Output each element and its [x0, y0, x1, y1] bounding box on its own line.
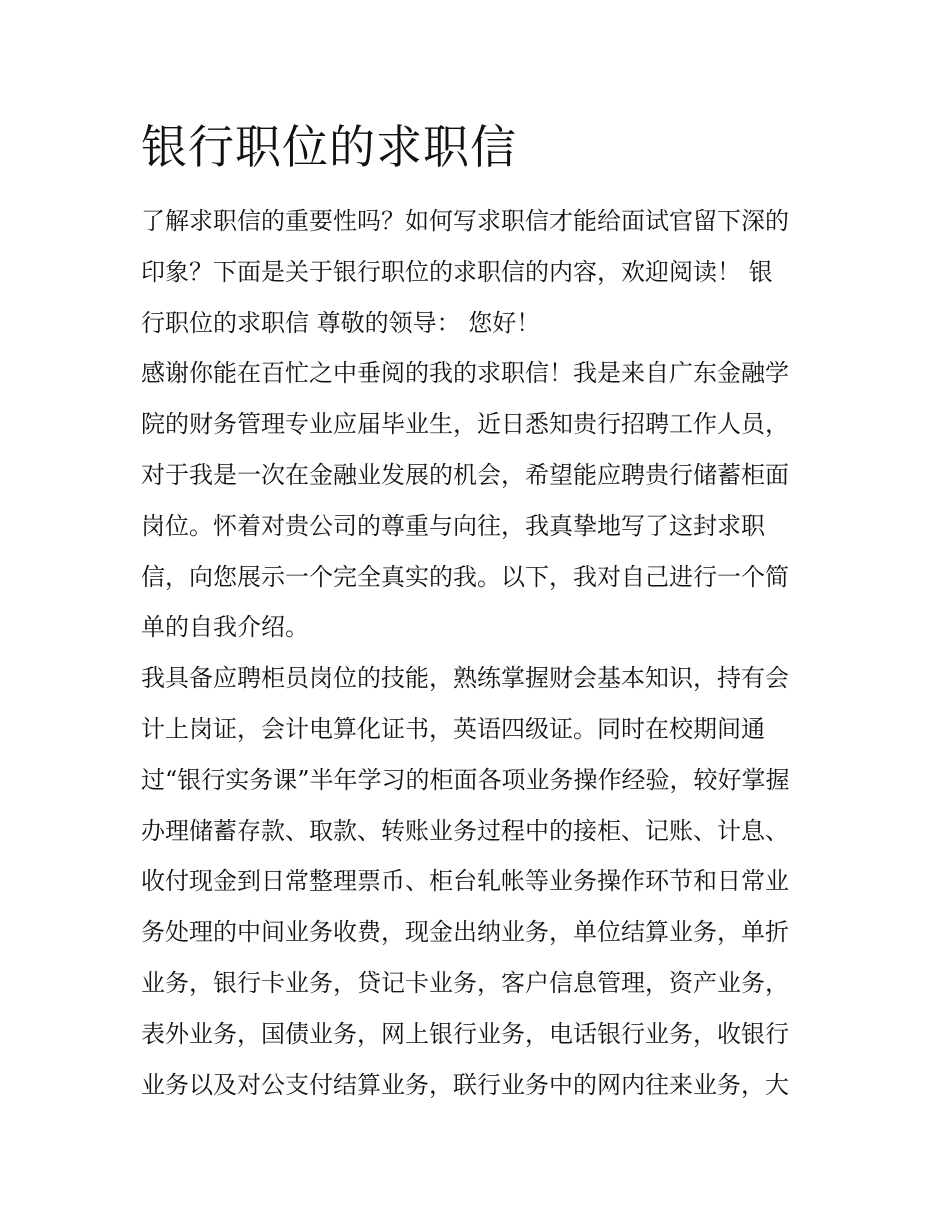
body-line: 收付现金到日常整理票币、柜台轧帐等业务操作环节和日常业: [141, 867, 789, 896]
body-line: 印象？下面是关于银行职位的求职信的内容，欢迎阅读！ 银: [141, 257, 773, 286]
body-line: 岗位。怀着对贵公司的尊重与向往，我真挚地写了这封求职: [141, 511, 765, 540]
body-line: 计上岗证，会计电算化证书，英语四级证。同时在校期间通: [141, 714, 765, 743]
document-body: [141, 196, 821, 1110]
body-line: 院的财务管理专业应届毕业生，近日悉知贵行招聘工作人员，: [141, 410, 789, 439]
body-line: 业务以及对公支付结算业务，联行业务中的网内往来业务，大: [141, 1070, 789, 1099]
body-line: 过“银行实务课”半年学习的柜面各项业务操作经验，较好掌握: [141, 765, 790, 794]
body-line: 了解求职信的重要性吗？如何写求职信才能给面试官留下深的: [141, 207, 789, 235]
body-line: 感谢你能在百忙之中垂阅的我的求职信！我是来自广东金融学: [141, 359, 789, 388]
body-line: 信，向您展示一个完全真实的我。以下，我对自己进行一个简: [141, 562, 789, 591]
body-line: 办理储蓄存款、取款、转账业务过程中的接柜、记账、计息、: [141, 816, 789, 845]
body-line: 对于我是一次在金融业发展的机会，希望能应聘贵行储蓄柜面: [141, 460, 789, 489]
body-line: 表外业务，国债业务，网上银行业务，电话银行业务，收银行: [141, 1019, 789, 1048]
body-line: 单的自我介绍。: [141, 613, 309, 642]
body-line: 行职位的求职信 尊敬的领导： 您好！: [141, 308, 541, 337]
document-title: 银行职位的求职信: [141, 120, 517, 174]
body-line: 业务，银行卡业务，贷记卡业务，客户信息管理，资产业务，: [141, 968, 789, 997]
body-line: 我具备应聘柜员岗位的技能，熟练掌握财会基本知识，持有会: [141, 664, 789, 693]
body-line: 务处理的中间业务收费，现金出纳业务，单位结算业务，单折: [141, 918, 789, 947]
